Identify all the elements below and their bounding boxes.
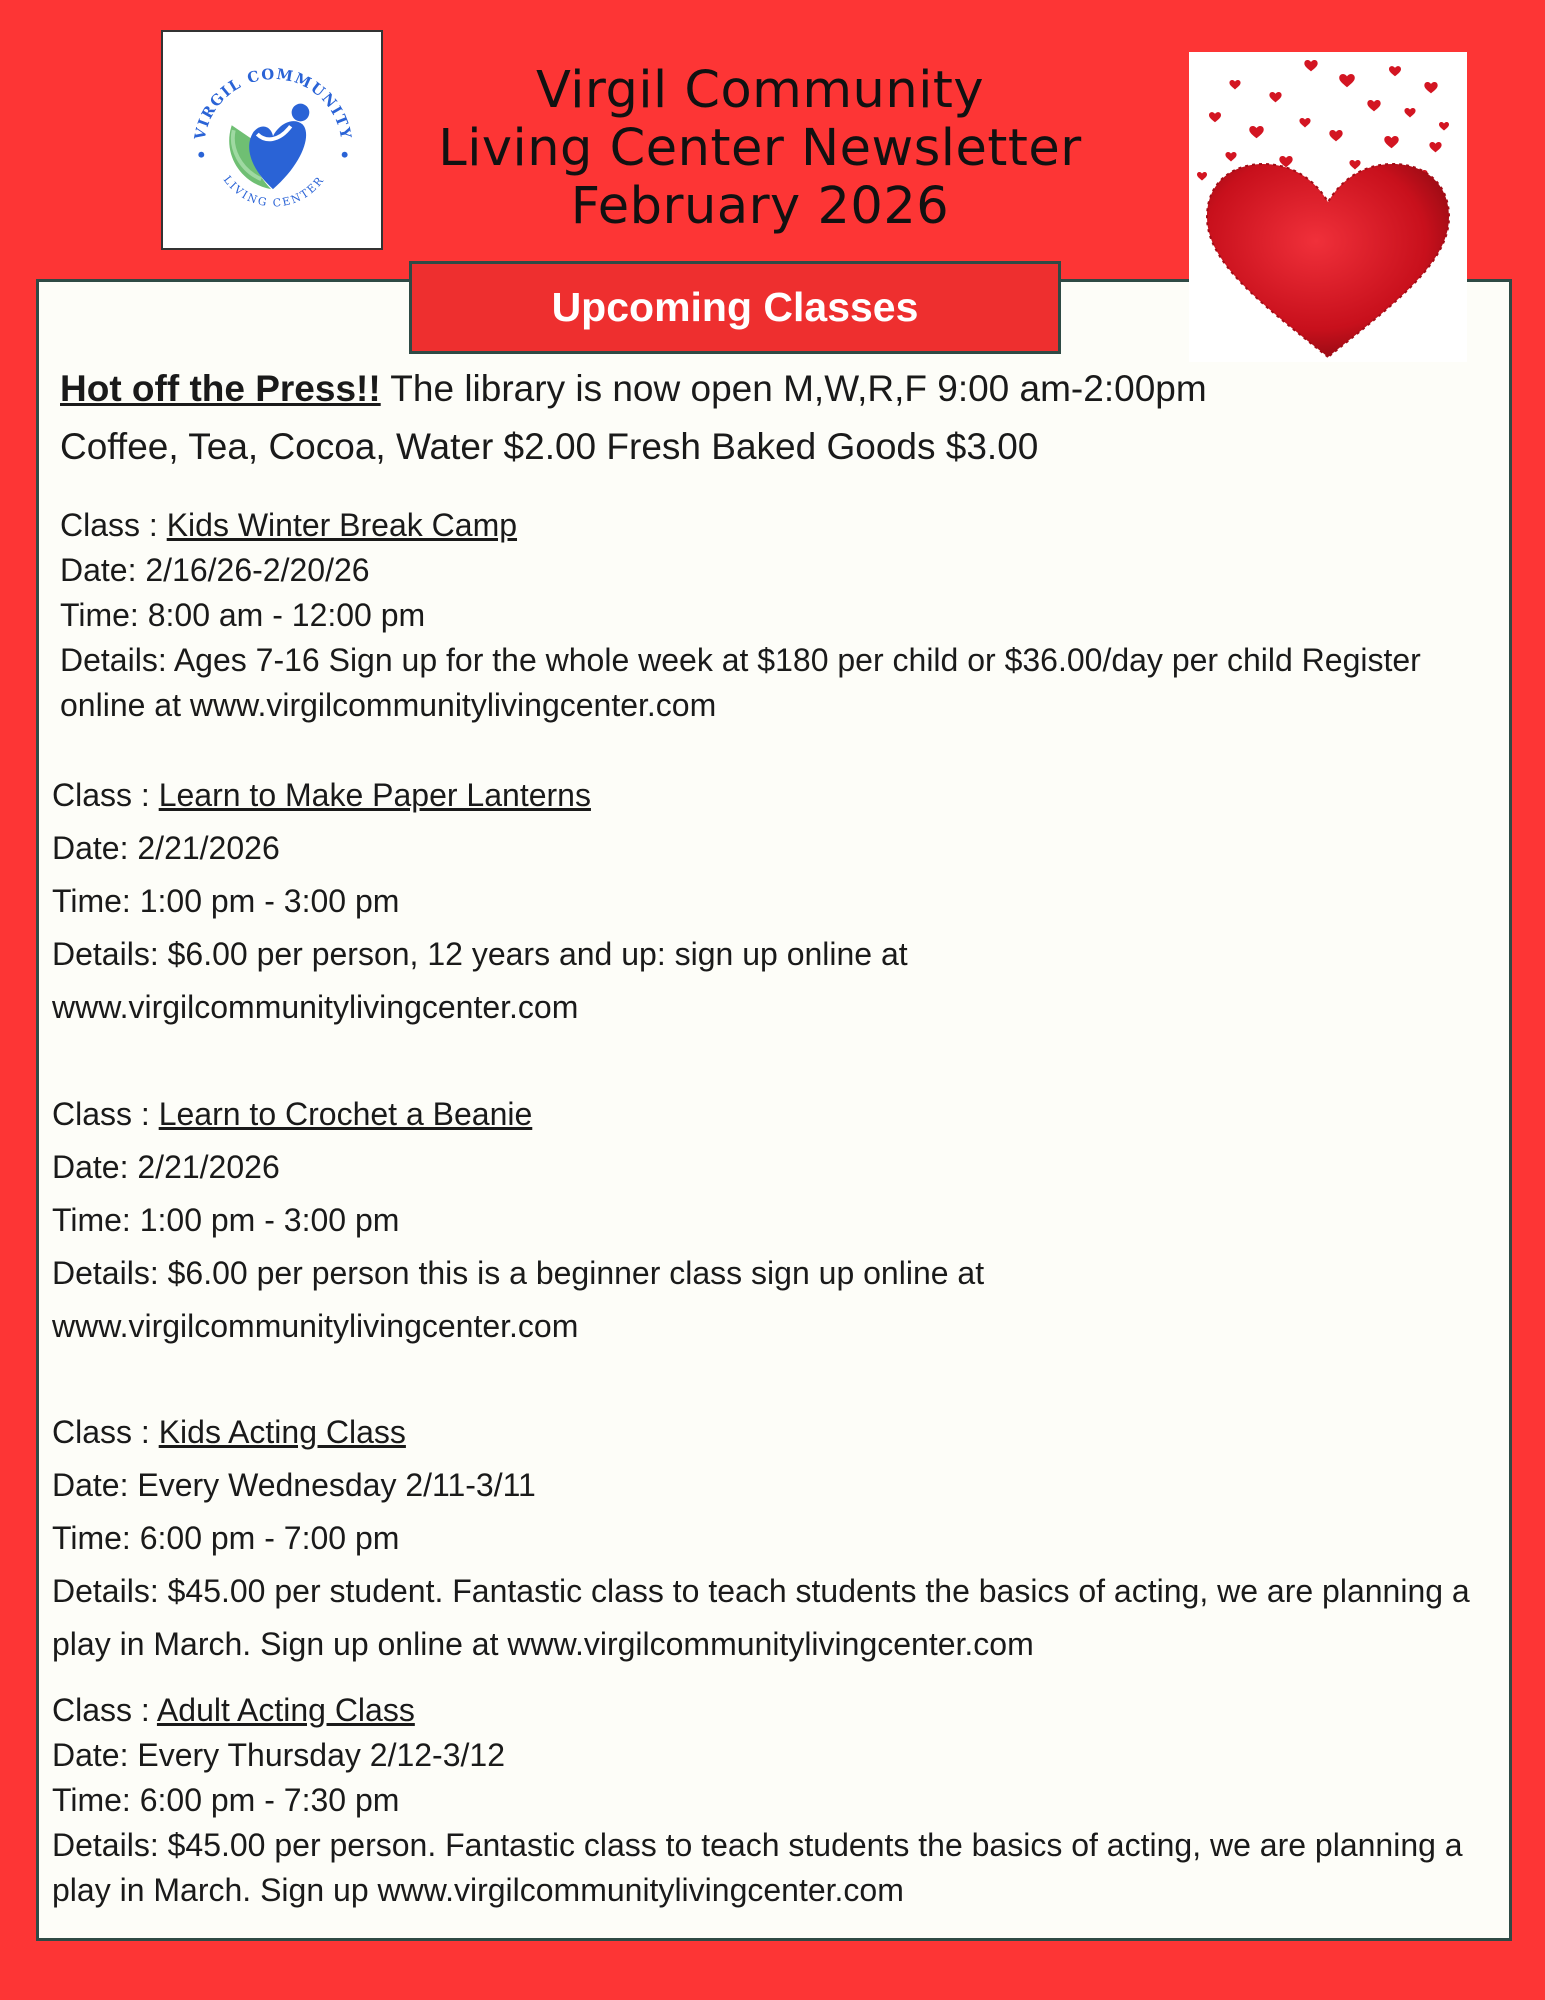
class-time: Time: 6:00 pm - 7:00 pm [52,1520,400,1556]
class-entry-kids-acting [52,1406,1472,1671]
class-label: Class : [52,1692,157,1728]
title-line-2: Living Center Newsletter [438,119,1082,178]
class-label: Class : [52,777,159,813]
class-details: Details: $45.00 per person. Fantastic class to teach students the basics of acting, we are planning a play in March. Sign up www.virgilcommunitylivingcenter.com [52,1827,1463,1908]
class-date: Date: Every Thursday 2/12-3/12 [52,1737,505,1773]
announcement-line-2: Coffee, Tea, Cocoa, Water $2.00 Fresh Baked Goods $3.00 [60,426,1039,467]
heart-decoration [1189,52,1467,362]
class-entry-crochet-beanie [52,1088,1462,1353]
library-announcement [60,360,1480,476]
class-date: Date: 2/16/26-2/20/26 [60,552,370,588]
class-time: Time: 1:00 pm - 3:00 pm [52,883,400,919]
class-label: Class : [52,1096,159,1132]
class-label: Class : [52,1414,159,1450]
class-name: Learn to Make Paper Lanterns [158,777,591,813]
title-line-1: Virgil Community [535,61,985,120]
class-details: Details: $6.00 per person this is a beginner class sign up online at www.virgilcommunitylivingcenter.com [52,1255,985,1344]
svg-text:LIVING CENTER: LIVING CENTER [220,173,328,210]
class-name: Adult Acting Class [156,1692,415,1728]
class-date: Date: 2/21/2026 [52,830,280,866]
class-name: Kids Winter Break Camp [166,507,518,543]
class-name: Kids Acting Class [158,1414,406,1450]
newsletter-title [400,62,1120,236]
banner-label: Upcoming Classes [551,284,919,330]
class-time: Time: 8:00 am - 12:00 pm [60,597,426,633]
red-heart-of-hearts-icon [1189,52,1467,362]
svg-text:VIRGIL COMMUNITY: VIRGIL COMMUNITY [191,65,355,142]
class-entry-kids-winter-break-camp [60,503,1470,728]
section-banner [409,261,1061,354]
class-details: Details: $6.00 per person, 12 years and up: sign up online at www.virgilcommunitylivingcenter.com [52,936,908,1025]
class-details: Details: Ages 7-16 Sign up for the whole week at $180 per child or $36.00/day per child Register online at www.virgilcommunitylivingcenter.com [60,642,1421,723]
announcement-lead: Hot off the Press!! [60,368,381,409]
class-date: Date: 2/21/2026 [52,1149,280,1185]
class-name: Learn to Crochet a Beanie [158,1096,533,1132]
class-date: Date: Every Wednesday 2/11-3/11 [52,1467,536,1503]
class-details: Details: $45.00 per student. Fantastic class to teach students the basics of acting, we are planning a play in March. Sign up online at www.virgilcommunitylivingcenter.com [52,1573,1470,1662]
class-label: Class : [60,507,167,543]
logo [161,30,383,250]
class-entry-adult-acting [52,1688,1472,1913]
person-heart-logo-icon [163,32,381,248]
class-time: Time: 6:00 pm - 7:30 pm [52,1782,400,1818]
title-line-3: February 2026 [570,177,950,236]
class-time: Time: 1:00 pm - 3:00 pm [52,1202,400,1238]
announcement-line-1: The library is now open M,W,R,F 9:00 am-2:00pm [380,368,1207,409]
class-entry-paper-lanterns [52,769,1462,1034]
